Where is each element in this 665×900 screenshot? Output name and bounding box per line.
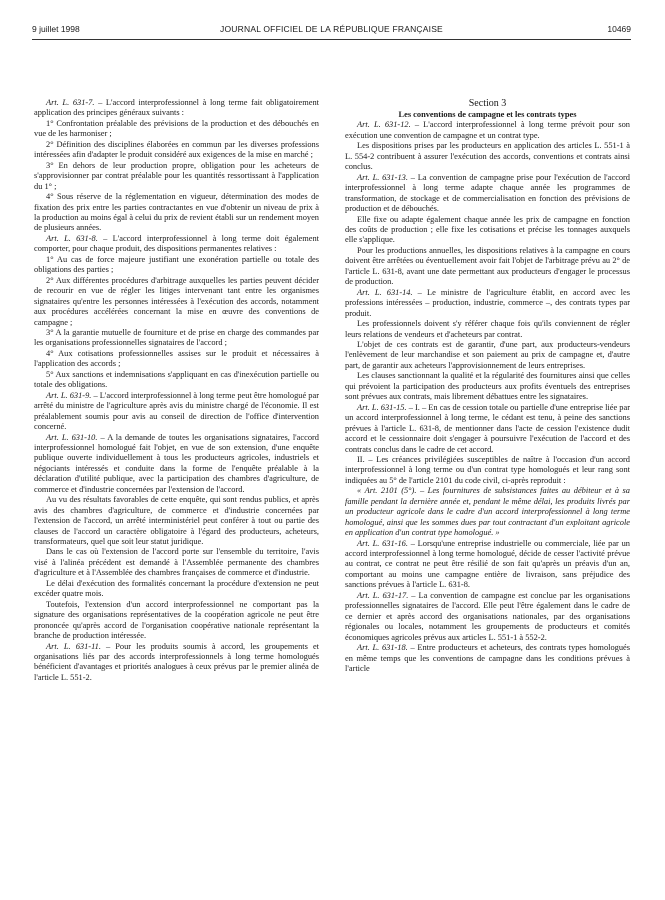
paragraph — [34, 495, 319, 547]
paragraph — [34, 255, 319, 276]
paragraph-text: Dans le cas où l'extension de l'accord porte sur l'ensemble du territoire, l'avis visé à l'alinéa précédent est demandé à l'Assemblée permanente des chambres d'agriculture et à l'Assemblée des chambres françaises de commerce et d'industrie. — [34, 547, 319, 578]
article-number: Art. L. 631-13. — [357, 172, 408, 182]
paragraph — [345, 455, 630, 486]
paragraph-text: – La convention de campagne prise pour l'exécution de l'accord interprofessionnel à long terme adapte chaque année les programmes de transformation, de stockage et de commercialisation en fonction des prévisions de production et de débouchés. — [345, 172, 630, 214]
paragraph-text: – Le ministre de l'agriculture établit, en accord avec les professions intéressées – production, industrie, commerce –, des contrats types par produit. — [345, 287, 630, 318]
paragraph — [345, 246, 630, 288]
right-column — [345, 98, 630, 674]
paragraph — [34, 276, 319, 328]
paragraph-text: – L'accord interprofessionnel à long terme doit également comporter, pour chaque produit, des dispositions permanentes relatives : — [34, 233, 319, 254]
paragraph-text: – L'accord interprofessionnel à long terme fait obligatoirement application des principes généraux suivants : — [34, 98, 319, 118]
paragraph-text: 1° Confrontation préalable des prévisions de la production et des débouchés en vue de les harmoniser ; — [34, 118, 319, 139]
article-number: Art. L. 631-18. — [357, 643, 408, 653]
paragraph-text: Au vu des résultats favorables de cette enquête, qui sont rendus publics, et après avis des chambres d'agriculture, de commerce et d'industrie concernées par l'extension de l'accord, un arrêté interministériel peut conférer à tout ou partie des clauses de l'accord un caractère obligatoire à l'égard des producteurs, acheteurs, transformateurs, quel que soit leur statut juridique. — [34, 495, 319, 547]
section-title: Section 3 — [468, 98, 507, 109]
paragraph — [34, 349, 319, 370]
paragraph-text: – Entre producteurs et acheteurs, des contrats types homologués en même temps que les conventions de campagne dans les conditions prévues à l'article — [345, 643, 630, 674]
paragraph-text: 4° Sous réserve de la réglementation en vigueur, détermination des modes de fixation des prix entre les parties contractantes en vue d'obtenir un niveau de prix à la production au moins égal à celui du prix de revient établi sur un rendement moyen de plusieurs années. — [34, 192, 319, 233]
paragraph-text: – L'accord interprofessionnel à long terme prévoit pour son exécution une convention de campagne et un contrat type. — [345, 120, 630, 140]
paragraph — [34, 119, 319, 140]
paragraph-text: 2° Définition des disciplines élaborées en commun par les diverses professions intéressées afin d'adapter le produit considéré aux exigences de la mise en marché ; — [34, 139, 319, 160]
paragraph-text: Pour les productions annuelles, les dispositions relatives à la campagne en cours doivent être arrêtées ou éventuellement avoir fait l'objet de l'arbitrage prévu au 2° de l'article L. 631-8, avant une date permettant aux producteurs d'engager le processus de production. — [345, 245, 630, 287]
paragraph — [34, 547, 319, 578]
paragraph-text: II. – Les créances privilégiées susceptibles de naître à l'occasion d'un accord interprofessionnel à long terme ou d'un contrat type homologués et leur rang sont indiquées au 5° de l'article 2101 du code civil, ci-après reproduit : — [345, 454, 630, 485]
paragraph — [34, 234, 319, 255]
paragraph — [345, 643, 630, 674]
paragraph-text: – Lorsqu'une entreprise industrielle ou commerciale, liée par un accord interprofessionnel à long terme homologué, décide de cesser l'activité prévue au contrat, ce contrat ne peut être résilié de son fait qu'après un préavis d'un an, comportant au moins une campagne entière de livraison, sans préjudice des sanctions prévues à l'article L. 631-8. — [345, 538, 630, 590]
paragraph-text: 5° Aux sanctions et indemnisations s'appliquant en cas d'inexécution partielle ou totale des obligations. — [34, 369, 319, 390]
paragraph-text: 1° Au cas de force majeure justifiant une exonération partielle ou totale des obligations des parties ; — [34, 254, 319, 275]
article-number: Art. L. 631-16. — [357, 538, 408, 548]
paragraph-text: 3° En dehors de leur production propre, obligation pour les acheteurs de s'approvisionner par contrat préalable pour les quantités ressortissant à l'application du 1° ; — [34, 160, 319, 191]
page-header — [32, 24, 631, 38]
article-number: Art. L. 631-11. — [46, 641, 101, 651]
article-number: Art. L. 631-14. — [357, 287, 413, 297]
paragraph — [34, 161, 319, 192]
article-number: Art. L. 631-9. — [46, 390, 92, 400]
paragraph-text: Les clauses sanctionnant la qualité et la régularité des fournitures ainsi que celles qui prévoient la participation des producteurs aux profits éventuels des entreprises sont prévues aux contrats, mais librement débattues entre les signataires. — [345, 371, 630, 402]
header-page-number: 10469 — [607, 24, 631, 34]
paragraph — [34, 140, 319, 161]
paragraph — [34, 98, 319, 119]
paragraph — [345, 319, 630, 340]
paragraph — [345, 371, 630, 402]
paragraph-text: Les professionnels doivent s'y référer chaque fois qu'ils conviennent de régler leurs relations de vendeurs et d'acheteurs par contrat. — [345, 319, 630, 339]
paragraph — [34, 328, 319, 349]
paragraph-text: Les dispositions prises par les producteurs en application des articles L. 551-1 à L. 554-2 contribuent à assurer l'exécution des accords, conventions et contrats ainsi conclus. — [345, 141, 630, 172]
article-number: Art. L. 631-7. — [46, 98, 95, 107]
quoted-text: « Art. 2101 (5°). – Les fournitures de subsistances faites au débiteur et à sa famille pendant la dernière année et, pendant le même délai, les produits livrés par un producteur agricole dans le cadre d'un accord interprofessionnel à long terme homologué, ainsi que les sommes dues par tout contractant d'un exploitant agricole en application d'un contrat type homologué. » — [345, 486, 630, 538]
paragraph-text: – A la demande de toutes les organisations signataires, l'accord interprofessionnel homologué fait l'objet, en vue de son extension, d'une enquête publique ouverte individuellement à tous les producteurs agricoles, industriels et négociants intéressés et conduite dans la forme de l'enquête préalable à la déclaration d'utilité publique, avec la participation des chambres d'agriculture, de commerce et d'industrie concernées par l'extension de l'accord. — [34, 432, 319, 494]
article-number: Art. L. 631-10. — [46, 432, 98, 442]
paragraph — [345, 591, 630, 643]
header-rule — [32, 39, 631, 40]
article-number: Art. L. 631-8. — [46, 233, 98, 243]
paragraph — [345, 340, 630, 371]
header-journal-title: JOURNAL OFFICIEL DE LA RÉPUBLIQUE FRANÇAISE — [220, 24, 443, 34]
paragraph — [345, 215, 630, 246]
paragraph-text: – I. – En cas de cession totale ou partielle d'une entreprise liée par un accord interprofessionnel à long terme, le cédant est tenu, à peine des sanctions prévues à l'article L. 631-8, de mentionner dans l'acte de cession l'existence dudit accord et le cessionnaire doit s'engager à poursuivre l'exécution de l'accord et des contrats conclus dans le cadre de cet accord. — [345, 402, 630, 454]
paragraph-text: – L'accord interprofessionnel à long terme peut être homologué par arrêté du ministre de l'agriculture après avis du ministre chargé de l'économie. Il est préalablement soumis pour avis au conseil de direction de l'office d'intervention concerné. — [34, 390, 319, 432]
left-column — [34, 98, 319, 683]
article-number: Art. L. 631-17. — [357, 590, 409, 600]
paragraph — [345, 141, 630, 172]
article-number: Art. L. 631-12. — [357, 120, 411, 130]
header-date: 9 juillet 1998 — [32, 24, 80, 34]
paragraph-text: 4° Aux cotisations professionnelles assises sur le produit et nécessaires à l'application des accords ; — [34, 348, 319, 369]
paragraph — [345, 120, 630, 141]
paragraph — [345, 486, 630, 538]
paragraph — [345, 539, 630, 591]
article-number: Art. L. 631-15. — [357, 402, 407, 412]
paragraph-text: Elle fixe ou adapte également chaque année les prix de campagne en fonction des coûts de production ; elle fixe les cotisations et précise les tonnages auxquels elle s'applique. — [345, 214, 630, 245]
paragraph — [34, 600, 319, 642]
paragraph — [345, 288, 630, 319]
paragraph — [34, 391, 319, 433]
paragraph-text: Le délai d'exécution des formalités concernant la procédure d'extension ne peut excéder quatre mois. — [34, 578, 319, 599]
paragraph — [34, 579, 319, 600]
paragraph-text: L'objet de ces contrats est de garantir, d'une part, aux producteurs-vendeurs l'enlèvement de leur marchandise et son paiement au prix de campagne et, d'autre part, de garantir aux acheteurs l'approvisionnement de leurs entreprises. — [345, 339, 630, 370]
paragraph-text: – La convention de campagne est conclue par les organisations professionnelles signataires de l'accord. Elle peut l'être également dans le cadre de ce dernier et après accord des organisations nationales, par des organisations régionales ou locales, notamment les groupements de producteurs et comités économiques agricoles prévus aux articles L. 551-1 à 552-2. — [345, 590, 631, 642]
paragraph-text: 3° A la garantie mutuelle de fourniture et de prise en charge des commandes par les organisations professionnelles signataires de l'accord ; — [34, 327, 319, 348]
paragraph — [34, 433, 319, 496]
paragraph — [345, 403, 630, 455]
paragraph-text: – Pour les produits soumis à accord, les groupements et organisations liés par des accords interprofessionnels à long terme homologués bénéficient d'avantages et priorités analogues à ceux prévus par le premier alinéa de l'article L. 551-2. — [34, 641, 320, 682]
section-subtitle: Les conventions de campagne et les contrats types — [398, 110, 577, 119]
paragraph-text: 2° Aux différentes procédures d'arbitrage auxquelles les parties peuvent décider de recourir en vue de régler les litiges intervenant tant entre les organismes signataires qu'entre les personnes intéressées à l'exécution des accords, notamment aux procédures accélérées concernant la mise en œuvre des conventions de campagne ; — [34, 275, 319, 327]
paragraph — [34, 642, 319, 684]
paragraph-text: Toutefois, l'extension d'un accord interprofessionnel ne comportant pas la signature des organisations représentatives de la coopération agricole ne peut être prononcée qu'après accord de l'organisation coopérative nationale représentant la branche de production intéressée. — [34, 599, 319, 641]
paragraph — [345, 173, 630, 215]
paragraph — [34, 370, 319, 391]
paragraph — [34, 192, 319, 234]
